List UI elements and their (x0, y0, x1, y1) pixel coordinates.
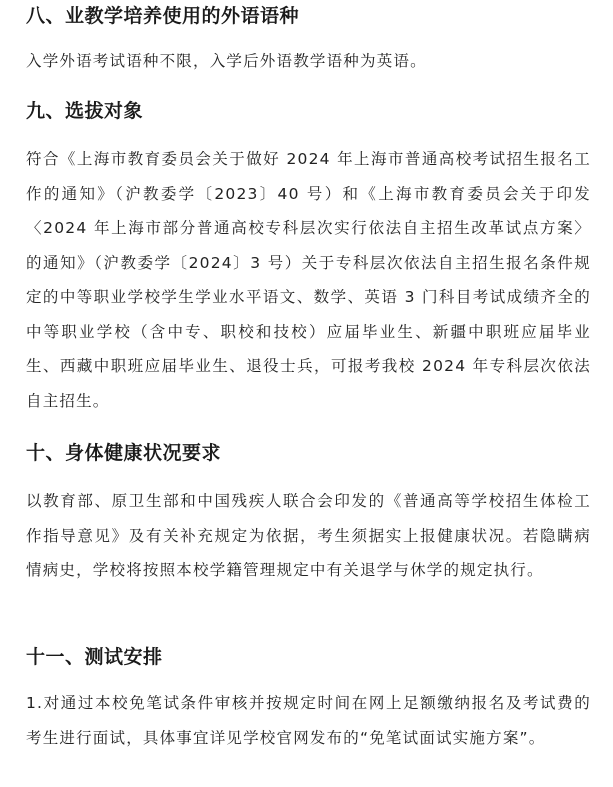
section-10-paragraph: 以教育部、原卫生部和中国残疾人联合会印发的《普通高等学校招生体检工作指导意见》及有关补充规定为依据，考生须据实上报健康状况。若隐瞒病情病史，学校将按照本校学籍管理规定中有关退学与休学的规定执行。 (26, 492, 591, 579)
section-heading-11: 十一、测试安排 (26, 646, 163, 668)
section-9-paragraph: 符合《上海市教育委员会关于做好 2024 年上海市普通高校考试招生报名工作的通知》（沪教委学〔2023〕40 号）和《上海市教育委员会关于印发〈2024 年上海市部分普通高校专科层次实行依法自主招生改革试点方案〉的通知》（沪教委学〔2024〕3 号）关于专科层次依法自主招生报名条件规定的中等职业学校学生学业水平语文、数学、英语 3 门科目考试成绩齐全的中等职业学校（含中专、职校和技校）应届毕业生、新疆中职班应届毕业生、西藏中职班应届毕业生、退役士兵，可报考我校 2024 年专科层次依法自主招生。 (26, 150, 591, 410)
section-heading-10: 十、身体健康状况要求 (26, 442, 222, 464)
section-11-paragraph: 1.对通过本校免笔试条件审核并按规定时间在网上足额缴纳报名及考试费的考生进行面试，具体事宜详见学校官网发布的“免笔试面试实施方案”。 (26, 694, 591, 747)
section-8-paragraph: 入学外语考试语种不限，入学后外语教学语种为英语。 (26, 52, 427, 70)
section-heading-8: 八、业教学培养使用的外语语种 (26, 5, 300, 27)
section-heading-9: 九、选拔对象 (26, 100, 144, 122)
